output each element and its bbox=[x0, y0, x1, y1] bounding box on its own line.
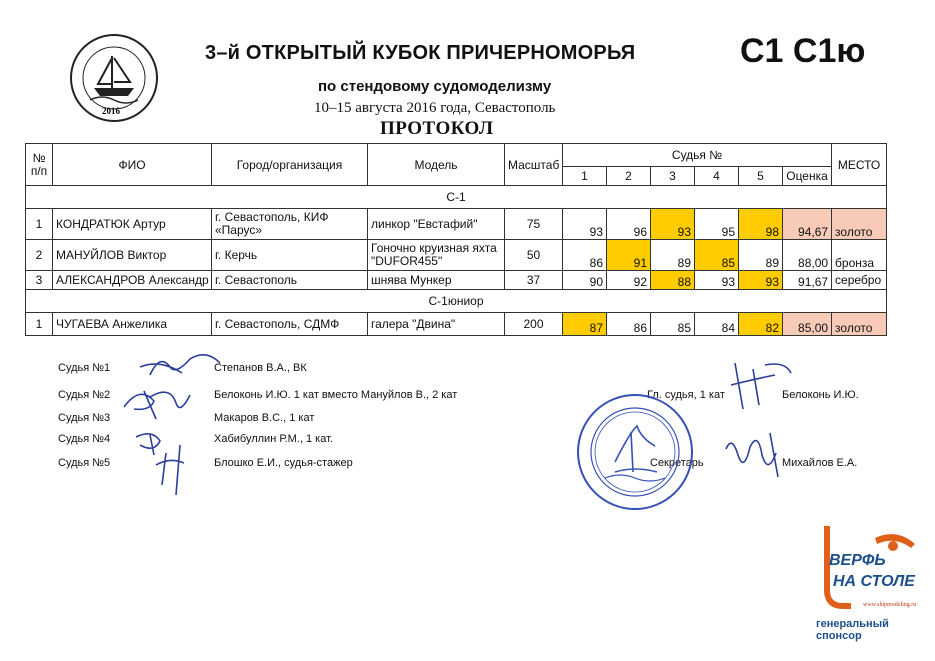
row-final-score: 91,67 bbox=[783, 271, 832, 290]
row-score-3: 85 bbox=[651, 313, 695, 336]
row-score-3: 88 bbox=[651, 271, 695, 290]
header-score: Оценка bbox=[783, 167, 832, 186]
row-score-2: 86 bbox=[607, 313, 651, 336]
row-scale: 200 bbox=[505, 313, 563, 336]
chief-judge-signature bbox=[725, 355, 795, 415]
judge-2-label: Судья №2 bbox=[58, 389, 111, 401]
sponsor-logo bbox=[815, 520, 927, 632]
row-score-3: 89 bbox=[651, 240, 695, 271]
row-score-2: 96 bbox=[607, 209, 651, 240]
header-judge-4: 4 bbox=[695, 167, 739, 186]
header-judge-3: 3 bbox=[651, 167, 695, 186]
row-score-4: 95 bbox=[695, 209, 739, 240]
judge-1-name: Степанов В.А., ВК bbox=[214, 362, 307, 374]
row-score-2: 92 bbox=[607, 271, 651, 290]
row-scale: 75 bbox=[505, 209, 563, 240]
row-place: серебро bbox=[832, 271, 887, 290]
sponsor-brand-line2: НА СТОЛЕ bbox=[833, 573, 915, 590]
protocol-heading: ПРОТОКОЛ bbox=[380, 118, 494, 139]
row-final-score: 85,00 bbox=[783, 313, 832, 336]
row-model: Гоночно круизная яхта "DUFOR455" bbox=[368, 240, 505, 271]
document-subtitle: по стендовому судомоделизму bbox=[318, 78, 552, 95]
table-row bbox=[26, 209, 887, 240]
row-score-1: 90 bbox=[563, 271, 607, 290]
event-dates: 10–15 августа 2016 года, Севастополь bbox=[314, 100, 556, 116]
header-judges: Судья № bbox=[563, 144, 832, 167]
secretary-name: Михайлов Е.А. bbox=[782, 457, 858, 469]
judges-signatures bbox=[110, 345, 230, 505]
sponsor-caption: генеральный спонсор bbox=[816, 618, 889, 642]
row-name: МАНУЙЛОВ Виктор bbox=[53, 240, 212, 271]
judge-1-label: Судья №1 bbox=[58, 362, 111, 374]
row-score-4: 93 bbox=[695, 271, 739, 290]
organization-stamp bbox=[575, 392, 695, 512]
table-row bbox=[26, 313, 887, 336]
row-score-3: 93 bbox=[651, 209, 695, 240]
judge-3-label: Судья №3 bbox=[58, 412, 111, 424]
row-score-1: 87 bbox=[563, 313, 607, 336]
table-row bbox=[26, 240, 887, 271]
header-model: Модель bbox=[368, 144, 505, 186]
judge-4-label: Судья №4 bbox=[58, 433, 111, 445]
row-city: г. Севастополь, СДМФ bbox=[212, 313, 368, 336]
row-model: галера "Двина" bbox=[368, 313, 505, 336]
results-table bbox=[25, 143, 887, 336]
secretary-signature bbox=[718, 425, 788, 485]
header-place: МЕСТО bbox=[832, 144, 887, 186]
row-city: г. Севастополь bbox=[212, 271, 368, 290]
logo-year: 2016 bbox=[102, 106, 120, 116]
row-score-1: 93 bbox=[563, 209, 607, 240]
judge-5-label: Судья №5 bbox=[58, 457, 111, 469]
row-scale: 50 bbox=[505, 240, 563, 271]
document-title: 3–й ОТКРЫТЫЙ КУБОК ПРИЧЕРНОМОРЬЯ bbox=[205, 42, 636, 64]
row-num: 1 bbox=[26, 313, 53, 336]
row-name: ЧУГАЕВА Анжелика bbox=[53, 313, 212, 336]
cup-logo bbox=[68, 32, 160, 124]
header-city: Город/организация bbox=[212, 144, 368, 186]
row-model: шнява Мункер bbox=[368, 271, 505, 290]
row-place: золото bbox=[832, 209, 887, 240]
row-score-5: 82 bbox=[739, 313, 783, 336]
row-name: КОНДРАТЮК Артур bbox=[53, 209, 212, 240]
judge-5-name: Блошко Е.И., судья-стажер bbox=[214, 457, 353, 469]
row-num: 1 bbox=[26, 209, 53, 240]
sponsor-brand-line1: ВЕРФЬ bbox=[829, 552, 886, 569]
row-score-5: 98 bbox=[739, 209, 783, 240]
judge-3-name: Макаров В.С., 1 кат bbox=[214, 412, 315, 424]
sponsor-url: www.shipmodeling.ru bbox=[863, 602, 917, 608]
judge-4-name: Хабибуллин Р.М., 1 кат. bbox=[214, 433, 333, 445]
row-final-score: 88,00 bbox=[783, 240, 832, 271]
section-c1-junior: С-1юниор bbox=[26, 290, 887, 313]
row-city: г. Керчь bbox=[212, 240, 368, 271]
secretary-label: Секретарь bbox=[650, 457, 704, 469]
header-num: № п/п bbox=[26, 144, 53, 186]
row-model: линкор "Евстафий" bbox=[368, 209, 505, 240]
row-num: 3 bbox=[26, 271, 53, 290]
table-row bbox=[26, 271, 887, 290]
row-score-1: 86 bbox=[563, 240, 607, 271]
chief-judge-name: Белоконь И.Ю. bbox=[782, 389, 859, 401]
header-name: ФИО bbox=[53, 144, 212, 186]
judge-2-name: Белоконь И.Ю. 1 кат вместо Мануйлов В., 2 кат bbox=[214, 389, 458, 401]
row-score-5: 93 bbox=[739, 271, 783, 290]
chief-judge-label: Гл. судья, 1 кат bbox=[647, 389, 725, 401]
row-num: 2 bbox=[26, 240, 53, 271]
header-judge-2: 2 bbox=[607, 167, 651, 186]
row-scale: 37 bbox=[505, 271, 563, 290]
header-judge-5: 5 bbox=[739, 167, 783, 186]
row-score-2: 91 bbox=[607, 240, 651, 271]
row-place: золото bbox=[832, 313, 887, 336]
row-name: АЛЕКСАНДРОВ Александр bbox=[53, 271, 212, 290]
class-codes: С1 С1ю bbox=[740, 32, 866, 70]
header-judge-1: 1 bbox=[563, 167, 607, 186]
row-score-5: 89 bbox=[739, 240, 783, 271]
section-c1: С-1 bbox=[26, 186, 887, 209]
row-place: бронза bbox=[832, 240, 887, 271]
row-score-4: 85 bbox=[695, 240, 739, 271]
row-final-score: 94,67 bbox=[783, 209, 832, 240]
row-score-4: 84 bbox=[695, 313, 739, 336]
header-scale: Масштаб bbox=[505, 144, 563, 186]
row-city: г. Севастополь, КИФ «Парус» bbox=[212, 209, 368, 240]
